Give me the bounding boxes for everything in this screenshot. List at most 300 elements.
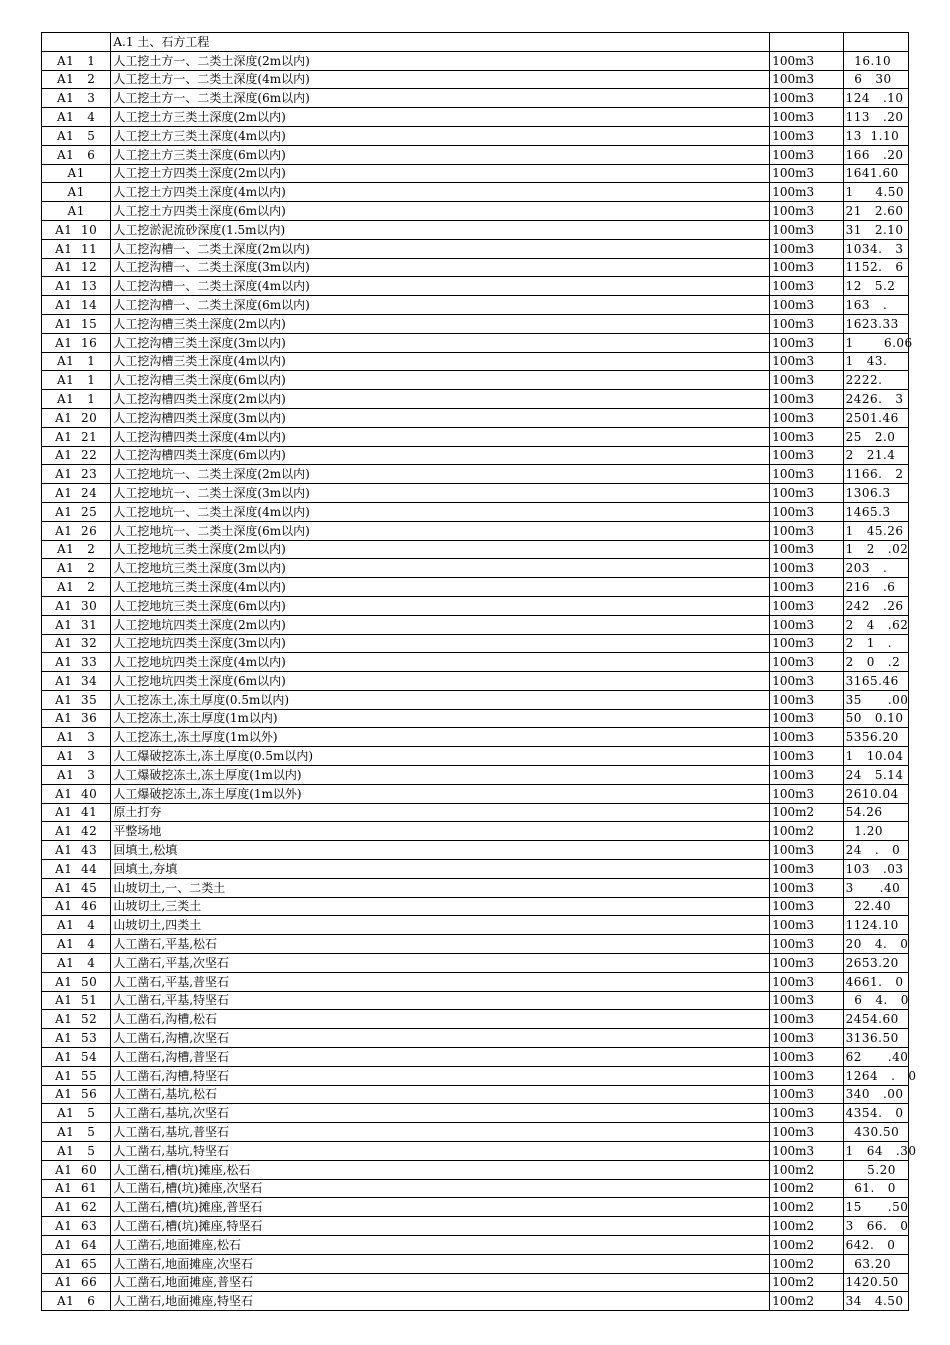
item-unit-cell: 100m3 [770,1066,843,1085]
table-row [42,1048,909,1067]
item-unit-cell: 100m2 [770,1198,843,1217]
table-row [42,296,909,315]
item-code-cell: A1 22 [42,446,111,465]
table-row [42,672,909,691]
item-value-cell: 163 . [843,296,908,315]
item-unit-cell: 100m3 [770,70,843,89]
item-name-cell: 人工凿石,槽(坑)摊座,次坚石 [111,1179,770,1198]
table-row [42,897,909,916]
item-name-cell: 人工挖冻土,冻土厚度(1m以内) [111,709,770,728]
item-value-cell: 166 .20 [843,145,908,164]
item-value-cell: 2653.20 [843,954,908,973]
item-name-cell: 人工挖地坑四类土深度(3m以内) [111,634,770,653]
table-row [42,747,909,766]
item-unit-cell: 100m3 [770,991,843,1010]
item-value-cell: 34 4.50 [843,1292,908,1311]
item-name-cell: 人工凿石,基坑,松石 [111,1085,770,1104]
item-code-cell: A1 3 [42,728,111,747]
item-unit-cell: 100m3 [770,408,843,427]
item-unit-cell: 100m3 [770,540,843,559]
item-unit-cell: 100m3 [770,202,843,221]
item-code-cell: A1 15 [42,314,111,333]
item-name-cell: 人工挖沟槽三类土深度(2m以内) [111,314,770,333]
item-value-cell: 1 45.26 [843,521,908,540]
item-value-cell: 3165.46 [843,672,908,691]
item-unit-cell [770,33,843,52]
item-unit-cell: 100m3 [770,615,843,634]
item-unit-cell: 100m3 [770,352,843,371]
item-code-cell: A1 65 [42,1254,111,1273]
item-unit-cell: 100m3 [770,784,843,803]
table-row [42,1236,909,1255]
item-code-cell: A1 35 [42,690,111,709]
item-value-cell: 16.10 [843,51,908,70]
item-name-cell: 人工挖地坑三类土深度(3m以内) [111,559,770,578]
item-value-cell: 5356.20 [843,728,908,747]
item-name-cell: 人工挖淤泥流砂深度(1.5m以内) [111,220,770,239]
item-name-cell: 人工挖沟槽一、二类土深度(2m以内) [111,239,770,258]
item-name-cell: 人工挖土方一、二类土深度(2m以内) [111,51,770,70]
item-name-cell: 人工凿石,槽(坑)摊座,松石 [111,1160,770,1179]
table-row [42,1085,909,1104]
table-row [42,183,909,202]
item-name-cell: 原土打夯 [111,803,770,822]
item-name-cell: 人工挖土方三类土深度(4m以内) [111,126,770,145]
item-unit-cell: 100m3 [770,258,843,277]
table-row [42,220,909,239]
item-unit-cell: 100m3 [770,690,843,709]
item-unit-cell: 100m3 [770,766,843,785]
item-value-cell: 24 . 0 [843,841,908,860]
item-value-cell: 20 4. 0 [843,935,908,954]
item-unit-cell: 100m3 [770,108,843,127]
item-unit-cell: 100m2 [770,822,843,841]
item-code-cell: A1 61 [42,1179,111,1198]
item-unit-cell: 100m2 [770,1179,843,1198]
item-unit-cell: 100m3 [770,559,843,578]
item-value-cell: 4661. 0 [843,972,908,991]
item-name-cell: 人工凿石,平基,松石 [111,935,770,954]
table-row [42,164,909,183]
item-name-cell: 人工挖土方四类土深度(4m以内) [111,183,770,202]
item-unit-cell: 100m3 [770,747,843,766]
item-value-cell: 1264 . 0 [843,1066,908,1085]
item-code-cell: A1 51 [42,991,111,1010]
table-row [42,878,909,897]
item-value-cell: 2501.46 [843,408,908,427]
item-name-cell: 人工凿石,基坑,次坚石 [111,1104,770,1123]
item-value-cell [843,33,908,52]
table-row [42,1179,909,1198]
item-name-cell: 山坡切土,一、二类土 [111,878,770,897]
table-row [42,1160,909,1179]
item-value-cell: 2 1 . [843,634,908,653]
item-unit-cell: 100m3 [770,314,843,333]
item-name-cell: 人工挖地坑一、二类土深度(3m以内) [111,484,770,503]
item-code-cell: A1 52 [42,1010,111,1029]
table-row [42,314,909,333]
item-name-cell: 人工凿石,沟槽,松石 [111,1010,770,1029]
table-row [42,352,909,371]
item-code-cell: A1 46 [42,897,111,916]
item-unit-cell: 100m2 [770,1292,843,1311]
item-name-cell: 人工凿石,沟槽,普坚石 [111,1048,770,1067]
item-value-cell: 1152. 6 [843,258,908,277]
item-unit-cell: 100m3 [770,502,843,521]
item-name-cell: 人工挖土方三类土深度(2m以内) [111,108,770,127]
item-code-cell: A1 31 [42,615,111,634]
item-name-cell: 人工挖地坑一、二类土深度(2m以内) [111,465,770,484]
table-row [42,277,909,296]
table-row [42,860,909,879]
table-row [42,803,909,822]
item-name-cell: 人工凿石,槽(坑)摊座,特坚石 [111,1217,770,1236]
item-value-cell: 2426. 3 [843,390,908,409]
item-code-cell: A1 43 [42,841,111,860]
table-row [42,1254,909,1273]
item-code-cell: A1 13 [42,277,111,296]
item-name-cell: 人工凿石,槽(坑)摊座,普坚石 [111,1198,770,1217]
item-value-cell: 6 30 [843,70,908,89]
table-row [42,709,909,728]
item-code-cell: A1 50 [42,972,111,991]
item-code-cell: A1 2 [42,578,111,597]
item-value-cell: 3136.50 [843,1029,908,1048]
item-value-cell: 1 6.06 [843,333,908,352]
item-code-cell: A1 16 [42,333,111,352]
item-value-cell: 216 .6 [843,578,908,597]
table-row [42,126,909,145]
item-unit-cell: 100m3 [770,1123,843,1142]
item-value-cell: 1 2 .02 [843,540,908,559]
item-code-cell: A1 5 [42,1104,111,1123]
item-unit-cell: 100m3 [770,972,843,991]
item-name-cell: 人工挖地坑一、二类土深度(6m以内) [111,521,770,540]
item-value-cell: 61. 0 [843,1179,908,1198]
table-row [42,540,909,559]
table-row [42,1123,909,1142]
table-row [42,484,909,503]
item-name-cell: 人工凿石,地面摊座,普坚石 [111,1273,770,1292]
item-code-cell: A1 26 [42,521,111,540]
table-row [42,502,909,521]
item-unit-cell: 100m3 [770,1142,843,1161]
item-code-cell: A1 5 [42,126,111,145]
item-name-cell: 人工挖沟槽四类土深度(2m以内) [111,390,770,409]
quota-table [41,32,917,1311]
item-code-cell: A1 55 [42,1066,111,1085]
table-row [42,521,909,540]
item-unit-cell: 100m3 [770,183,843,202]
item-value-cell: 1166. 2 [843,465,908,484]
item-value-cell: 1 10.04 [843,747,908,766]
item-unit-cell: 100m3 [770,427,843,446]
item-code-cell: A1 33 [42,653,111,672]
item-unit-cell: 100m3 [770,465,843,484]
item-unit-cell: 100m3 [770,521,843,540]
item-value-cell: 1641.60 [843,164,908,183]
item-code-cell: A1 42 [42,822,111,841]
quota-table-body [42,33,917,1311]
item-unit-cell: 100m3 [770,878,843,897]
table-row [42,784,909,803]
table-row [42,1217,909,1236]
item-code-cell: A1 [42,183,111,202]
table-row [42,1292,909,1311]
table-row [42,89,909,108]
table-row [42,972,909,991]
item-value-cell: 6 4. 0 [843,991,908,1010]
item-value-cell: 1420.50 [843,1273,908,1292]
table-row [42,51,909,70]
item-unit-cell: 100m3 [770,89,843,108]
table-row [42,1010,909,1029]
item-value-cell: 35 .00 [843,690,908,709]
item-unit-cell: 100m3 [770,916,843,935]
table-row [42,258,909,277]
item-code-cell: A1 30 [42,596,111,615]
table-row [42,202,909,221]
item-code-cell: A1 64 [42,1236,111,1255]
table-row [42,991,909,1010]
item-value-cell: 3 66. 0 [843,1217,908,1236]
table-row [42,408,909,427]
item-code-cell: A1 62 [42,1198,111,1217]
item-unit-cell: 100m3 [770,164,843,183]
item-code-cell: A1 41 [42,803,111,822]
item-unit-cell: 100m3 [770,239,843,258]
item-name-cell: 回填土,松填 [111,841,770,860]
item-code-cell: A1 66 [42,1273,111,1292]
item-name-cell: 人工挖沟槽三类土深度(4m以内) [111,352,770,371]
item-code-cell: A1 1 [42,352,111,371]
item-name-cell: 人工挖土方三类土深度(6m以内) [111,145,770,164]
item-value-cell: 25 2.0 [843,427,908,446]
item-unit-cell: 100m3 [770,709,843,728]
item-value-cell: 1124.10 [843,916,908,935]
table-row [42,390,909,409]
item-code-cell: A1 24 [42,484,111,503]
item-code-cell: A1 45 [42,878,111,897]
item-code-cell: A1 11 [42,239,111,258]
item-name-cell: 人工凿石,沟槽,次坚石 [111,1029,770,1048]
item-name-cell: 人工挖冻土,冻土厚度(1m以外) [111,728,770,747]
table-row [42,1104,909,1123]
item-code-cell: A1 1 [42,371,111,390]
item-value-cell: 1306.3 [843,484,908,503]
item-unit-cell: 100m2 [770,1217,843,1236]
table-row [42,578,909,597]
item-name-cell: 人工凿石,平基,次坚石 [111,954,770,973]
item-name-cell: 人工凿石,平基,普坚石 [111,972,770,991]
item-name-cell: 人工爆破挖冻土,冻土厚度(1m以外) [111,784,770,803]
item-code-cell: A1 1 [42,51,111,70]
section-header-row [42,33,909,52]
item-code-cell: A1 3 [42,766,111,785]
table-row [42,1029,909,1048]
item-code-cell: A1 6 [42,1292,111,1311]
item-code-cell: A1 36 [42,709,111,728]
item-unit-cell: 100m2 [770,1160,843,1179]
item-name-cell: 人工挖土方四类土深度(2m以内) [111,164,770,183]
item-name-cell: 人工挖沟槽三类土深度(6m以内) [111,371,770,390]
item-name-cell: 人工挖沟槽一、二类土深度(6m以内) [111,296,770,315]
item-unit-cell: 100m3 [770,333,843,352]
item-value-cell: 5.20 [843,1160,908,1179]
item-code-cell: A1 3 [42,89,111,108]
item-value-cell: 2 4 .62 [843,615,908,634]
item-name-cell: 人工凿石,基坑,普坚石 [111,1123,770,1142]
item-value-cell: 50 0.10 [843,709,908,728]
item-unit-cell: 100m3 [770,51,843,70]
item-name-cell: 人工挖土方四类土深度(6m以内) [111,202,770,221]
item-unit-cell: 100m3 [770,277,843,296]
table-row [42,333,909,352]
item-code-cell: A1 40 [42,784,111,803]
item-code-cell: A1 [42,202,111,221]
item-code-cell: A1 54 [42,1048,111,1067]
item-unit-cell: 100m3 [770,897,843,916]
item-unit-cell: 100m3 [770,596,843,615]
table-row [42,108,909,127]
item-code-cell: A1 20 [42,408,111,427]
item-name-cell: 人工挖地坑三类土深度(4m以内) [111,578,770,597]
item-code-cell: A1 2 [42,559,111,578]
item-unit-cell: 100m3 [770,220,843,239]
item-name-cell: 人工挖沟槽四类土深度(6m以内) [111,446,770,465]
item-name-cell: 平整场地 [111,822,770,841]
item-name-cell: 人工挖土方一、二类土深度(4m以内) [111,70,770,89]
item-value-cell: 12 5.2 [843,277,908,296]
item-code-cell: A1 23 [42,465,111,484]
item-value-cell: 2222. [843,371,908,390]
item-code-cell: A1 60 [42,1160,111,1179]
item-name-cell: 人工挖地坑一、二类土深度(4m以内) [111,502,770,521]
item-unit-cell: 100m2 [770,1236,843,1255]
item-unit-cell: 100m3 [770,841,843,860]
item-unit-cell: 100m3 [770,578,843,597]
item-name-cell: A.1 土、石方工程 [111,33,770,52]
item-name-cell: 人工凿石,地面摊座,次坚石 [111,1254,770,1273]
item-value-cell: 4354. 0 [843,1104,908,1123]
item-value-cell: 203 . [843,559,908,578]
item-value-cell: 2 0 .2 [843,653,908,672]
item-code-cell: A1 4 [42,916,111,935]
table-row [42,690,909,709]
item-name-cell: 人工挖沟槽一、二类土深度(3m以内) [111,258,770,277]
item-code-cell: A1 1 [42,390,111,409]
item-value-cell: 113 .20 [843,108,908,127]
item-value-cell: 21 2.60 [843,202,908,221]
item-unit-cell: 100m3 [770,728,843,747]
item-value-cell: 1 43. [843,352,908,371]
item-unit-cell: 100m2 [770,803,843,822]
item-value-cell: 24 5.14 [843,766,908,785]
item-name-cell: 回填土,夯填 [111,860,770,879]
item-code-cell: A1 53 [42,1029,111,1048]
table-row [42,465,909,484]
item-code-cell: A1 63 [42,1217,111,1236]
item-unit-cell: 100m3 [770,296,843,315]
item-unit-cell: 100m3 [770,935,843,954]
item-unit-cell: 100m3 [770,954,843,973]
item-code-cell: A1 10 [42,220,111,239]
item-name-cell: 人工挖沟槽一、二类土深度(4m以内) [111,277,770,296]
table-row [42,145,909,164]
item-unit-cell: 100m3 [770,1010,843,1029]
item-value-cell: 124 .10 [843,89,908,108]
item-code-cell: A1 25 [42,502,111,521]
item-value-cell: 1034. 3 [843,239,908,258]
item-name-cell: 人工凿石,地面摊座,特坚石 [111,1292,770,1311]
item-name-cell: 人工挖沟槽四类土深度(4m以内) [111,427,770,446]
item-value-cell: 13 1.10 [843,126,908,145]
item-value-cell: 103 .03 [843,860,908,879]
table-row [42,1273,909,1292]
item-code-cell: A1 34 [42,672,111,691]
item-value-cell: 1.20 [843,822,908,841]
item-value-cell: 31 2.10 [843,220,908,239]
table-row [42,935,909,954]
item-name-cell: 人工爆破挖冻土,冻土厚度(0.5m以内) [111,747,770,766]
item-unit-cell: 100m3 [770,860,843,879]
item-name-cell: 山坡切土,三类土 [111,897,770,916]
table-row [42,1142,909,1161]
item-code-cell: A1 4 [42,935,111,954]
item-value-cell: 2610.04 [843,784,908,803]
item-unit-cell: 100m3 [770,145,843,164]
item-unit-cell: 100m3 [770,1085,843,1104]
item-name-cell: 人工挖地坑四类土深度(6m以内) [111,672,770,691]
item-code-cell: A1 32 [42,634,111,653]
item-unit-cell: 100m3 [770,126,843,145]
item-code-cell: A1 4 [42,954,111,973]
item-code-cell: A1 2 [42,540,111,559]
item-name-cell: 人工挖土方一、二类土深度(6m以内) [111,89,770,108]
table-row [42,728,909,747]
item-unit-cell: 100m3 [770,634,843,653]
table-row [42,239,909,258]
table-row [42,766,909,785]
item-name-cell: 人工挖地坑三类土深度(6m以内) [111,596,770,615]
item-unit-cell: 100m2 [770,1273,843,1292]
item-unit-cell: 100m3 [770,672,843,691]
item-name-cell: 山坡切土,四类土 [111,916,770,935]
item-name-cell: 人工凿石,沟槽,特坚石 [111,1066,770,1085]
item-code-cell: A1 14 [42,296,111,315]
item-value-cell: 1 4.50 [843,183,908,202]
item-unit-cell: 100m3 [770,1048,843,1067]
item-code-cell: A1 5 [42,1142,111,1161]
item-code-cell: A1 2 [42,70,111,89]
item-code-cell: A1 3 [42,747,111,766]
item-name-cell: 人工凿石,平基,特坚石 [111,991,770,1010]
item-value-cell: 63.20 [843,1254,908,1273]
item-value-cell: 54.26 [843,803,908,822]
item-unit-cell: 100m3 [770,446,843,465]
item-value-cell: 3 .40 [843,878,908,897]
item-unit-cell: 100m3 [770,371,843,390]
item-unit-cell: 100m3 [770,1104,843,1123]
item-value-cell: 1 64 .30 [843,1142,908,1161]
item-unit-cell: 100m2 [770,1254,843,1273]
item-code-cell: A1 21 [42,427,111,446]
item-unit-cell: 100m3 [770,1029,843,1048]
item-code-cell: A1 56 [42,1085,111,1104]
table-row [42,954,909,973]
item-unit-cell: 100m3 [770,653,843,672]
item-name-cell: 人工挖地坑三类土深度(2m以内) [111,540,770,559]
